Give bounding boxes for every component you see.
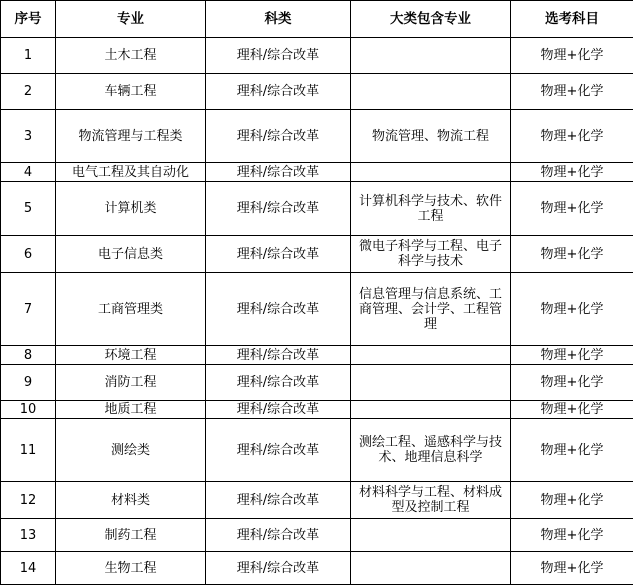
subjects-cell: 物理+化学 (511, 419, 633, 482)
subjects-cell: 物理+化学 (511, 273, 633, 346)
category-cell: 理科/综合改革 (206, 482, 351, 519)
included-majors-cell (351, 401, 511, 419)
major-cell: 地质工程 (56, 401, 206, 419)
major-cell: 工商管理类 (56, 273, 206, 346)
index-cell: 2 (1, 74, 56, 110)
included-majors-cell (351, 552, 511, 585)
major-cell: 物流管理与工程类 (56, 110, 206, 163)
subjects-cell: 物理+化学 (511, 163, 633, 182)
included-majors-cell (351, 74, 511, 110)
included-majors-cell: 计算机科学与技术、软件工程 (351, 182, 511, 236)
category-cell: 理科/综合改革 (206, 163, 351, 182)
index-cell: 1 (1, 38, 56, 74)
table-row (1, 163, 633, 182)
header-included: 大类包含专业 (351, 1, 511, 38)
included-majors-cell: 微电子科学与工程、电子科学与技术 (351, 236, 511, 273)
index-cell: 10 (1, 401, 56, 419)
included-majors-cell: 测绘工程、遥感科学与技术、地理信息科学 (351, 419, 511, 482)
index-cell: 5 (1, 182, 56, 236)
included-majors-cell: 信息管理与信息系统、工商管理、会计学、工程管理 (351, 273, 511, 346)
major-cell: 材料类 (56, 482, 206, 519)
table-row (1, 346, 633, 365)
header-major: 专业 (56, 1, 206, 38)
category-cell: 理科/综合改革 (206, 182, 351, 236)
major-cell: 电气工程及其自动化 (56, 163, 206, 182)
index-cell: 3 (1, 110, 56, 163)
index-cell: 12 (1, 482, 56, 519)
table-row (1, 236, 633, 273)
index-cell: 9 (1, 365, 56, 401)
table-row (1, 419, 633, 482)
category-cell: 理科/综合改革 (206, 38, 351, 74)
category-cell: 理科/综合改革 (206, 273, 351, 346)
included-majors-cell: 材料科学与工程、材料成型及控制工程 (351, 482, 511, 519)
included-majors-cell (351, 365, 511, 401)
subjects-cell: 物理+化学 (511, 401, 633, 419)
category-cell: 理科/综合改革 (206, 365, 351, 401)
index-cell: 7 (1, 273, 56, 346)
table-row (1, 401, 633, 419)
category-cell: 理科/综合改革 (206, 419, 351, 482)
table-row (1, 38, 633, 74)
included-majors-cell (351, 163, 511, 182)
included-majors-cell (351, 519, 511, 552)
header-category: 科类 (206, 1, 351, 38)
index-cell: 14 (1, 552, 56, 585)
major-cell: 电子信息类 (56, 236, 206, 273)
included-majors-cell (351, 38, 511, 74)
subjects-cell: 物理+化学 (511, 552, 633, 585)
subjects-cell: 物理+化学 (511, 38, 633, 74)
major-cell: 消防工程 (56, 365, 206, 401)
table-row (1, 110, 633, 163)
category-cell: 理科/综合改革 (206, 346, 351, 365)
major-cell: 环境工程 (56, 346, 206, 365)
major-cell: 计算机类 (56, 182, 206, 236)
subjects-cell: 物理+化学 (511, 182, 633, 236)
major-cell: 车辆工程 (56, 74, 206, 110)
category-cell: 理科/综合改革 (206, 519, 351, 552)
header-row (1, 1, 633, 38)
subjects-cell: 物理+化学 (511, 346, 633, 365)
table-row (1, 182, 633, 236)
index-cell: 8 (1, 346, 56, 365)
table-row (1, 273, 633, 346)
subjects-cell: 物理+化学 (511, 519, 633, 552)
index-cell: 13 (1, 519, 56, 552)
major-cell: 土木工程 (56, 38, 206, 74)
subjects-cell: 物理+化学 (511, 110, 633, 163)
header-index: 序号 (1, 1, 56, 38)
subjects-cell: 物理+化学 (511, 74, 633, 110)
table-row (1, 519, 633, 552)
category-cell: 理科/综合改革 (206, 74, 351, 110)
subjects-cell: 物理+化学 (511, 236, 633, 273)
table-row (1, 74, 633, 110)
category-cell: 理科/综合改革 (206, 552, 351, 585)
included-majors-cell: 物流管理、物流工程 (351, 110, 511, 163)
table-row (1, 482, 633, 519)
index-cell: 6 (1, 236, 56, 273)
table-row (1, 365, 633, 401)
subjects-cell: 物理+化学 (511, 365, 633, 401)
category-cell: 理科/综合改革 (206, 401, 351, 419)
index-cell: 4 (1, 163, 56, 182)
included-majors-cell (351, 346, 511, 365)
category-cell: 理科/综合改革 (206, 236, 351, 273)
category-cell: 理科/综合改革 (206, 110, 351, 163)
subjects-cell: 物理+化学 (511, 482, 633, 519)
table-row (1, 552, 633, 585)
major-cell: 制药工程 (56, 519, 206, 552)
major-cell: 测绘类 (56, 419, 206, 482)
major-cell: 生物工程 (56, 552, 206, 585)
index-cell: 11 (1, 419, 56, 482)
header-subjects: 选考科目 (511, 1, 633, 38)
